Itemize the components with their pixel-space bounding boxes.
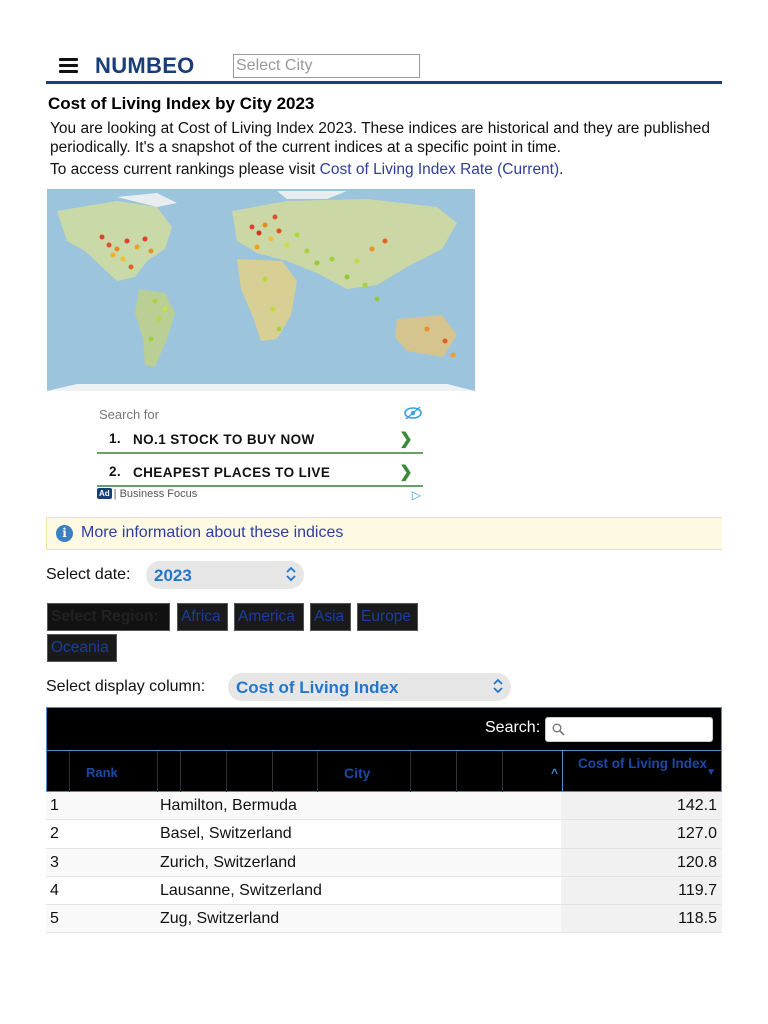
page-title: Cost of Living Index by City 2023 [48, 94, 315, 113]
display-column-select[interactable]: Cost of Living Index [228, 673, 511, 701]
column-select-label: Select display column: [46, 678, 206, 695]
site-header [46, 50, 722, 84]
city-search-input[interactable] [233, 54, 420, 78]
region-america-button[interactable]: America [234, 603, 304, 631]
table-row[interactable]: 3 Zurich, Switzerland 120.8 [46, 849, 722, 877]
chevron-right-icon: ❯ [399, 431, 413, 448]
date-select[interactable]: 2023 [146, 561, 304, 589]
select-region-button[interactable]: Select Region: [47, 603, 170, 631]
region-asia-button[interactable]: Asia [310, 603, 351, 631]
current-index-link[interactable]: Cost of Living Index Rate (Current) [319, 161, 560, 178]
more-info-link[interactable]: More information about these indices [81, 524, 344, 541]
region-europe-button[interactable]: Europe [357, 603, 418, 631]
search-icon [552, 723, 565, 736]
world-map-image [47, 189, 475, 391]
date-select-label: Select date: [46, 566, 131, 583]
table-search-input[interactable] [545, 717, 713, 742]
table-row[interactable]: 4 Lausanne, Switzerland 119.7 [46, 877, 722, 905]
rankings-table [46, 707, 722, 933]
eye-icon[interactable] [403, 406, 423, 420]
adchoices-icon[interactable]: ▷ [411, 488, 421, 502]
info-bar [46, 517, 722, 550]
region-oceania-button[interactable]: Oceania [47, 634, 117, 662]
chevron-right-icon: ❯ [399, 464, 413, 481]
intro-text: You are looking at Cost of Living Index 2023. These indices are historical and they are published periodically. It's a snapshot of the current indices at a specific point in time. [50, 120, 711, 156]
sponsored-ad [97, 404, 423, 502]
select-arrows-icon [286, 566, 296, 582]
table-toolbar [46, 707, 722, 750]
table-header [46, 750, 722, 792]
ad-item[interactable]: 2. CHEAPEST PLACES TO LIVE ❯ [97, 457, 423, 487]
region-africa-button[interactable]: Africa [177, 603, 228, 631]
select-arrows-icon [493, 678, 503, 694]
rank-column-header[interactable]: Rank [69, 751, 117, 792]
table-row[interactable]: 2 Basel, Switzerland 127.0 [46, 820, 722, 848]
table-row[interactable]: 5 Zug, Switzerland 118.5 [46, 905, 722, 933]
index-column-header[interactable]: ^ Cost of Living Index ▼ [562, 751, 722, 792]
ad-item[interactable]: 1. NO.1 STOCK TO BUY NOW ❯ [97, 424, 423, 454]
sort-up-icon: ^ [551, 766, 559, 780]
table-body [46, 792, 722, 933]
numbeo-logo[interactable]: NUMBEO [95, 53, 195, 78]
ad-search-for-label: Search for [99, 407, 159, 422]
access-text: To access current rankings please visit Cost of Living Index Rate (Current). [50, 161, 564, 178]
ad-footer: Ad | Business Focus [99, 488, 198, 500]
table-search-label: Search: [485, 719, 541, 736]
hamburger-menu-icon[interactable] [59, 58, 78, 72]
cost-of-living-map[interactable] [47, 189, 475, 391]
city-column-header[interactable]: City [317, 751, 409, 792]
ad-badge: Ad [99, 489, 110, 498]
table-row[interactable]: 1 Hamilton, Bermuda 142.1 [46, 792, 722, 820]
sort-down-icon: ▼ [706, 767, 716, 778]
info-icon: i [56, 525, 73, 542]
